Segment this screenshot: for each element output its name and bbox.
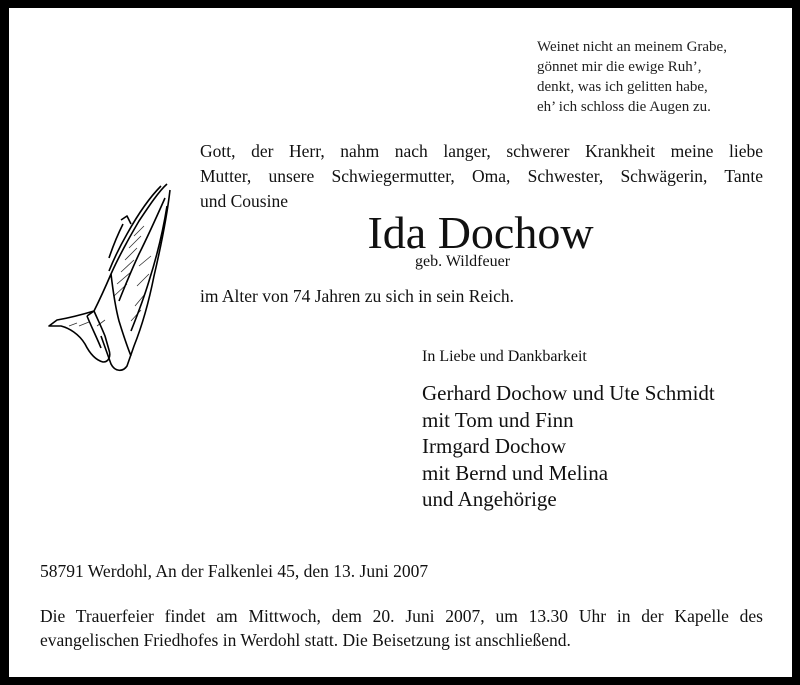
poem-line: denkt, was ich gelitten habe, — [537, 79, 708, 95]
funeral-line: evangelischen Friedhofes in Werdohl statt. Die Beisetzung ist anschließend. — [40, 630, 571, 650]
intro-line: und Cousine — [200, 191, 288, 211]
mourner: und Angehörige — [422, 487, 557, 511]
intro-line: Mutter, unsere Schwiegermutter, Oma, Schwester, Schwägerin, Tante — [200, 166, 763, 186]
mourner: Irmgard Dochow — [422, 434, 567, 458]
poem — [537, 37, 727, 117]
birth-name: geb. Wildfeuer — [415, 253, 511, 270]
poem-line: Weinet nicht an meinem Grabe, — [537, 39, 727, 55]
deceased-name: Ida Dochow — [367, 207, 594, 258]
obituary-notice — [9, 8, 792, 677]
funeral-line: Die Trauerfeier findet am Mittwoch, dem 20. Juni 2007, um 13.30 Uhr in der Kapelle des — [40, 606, 763, 626]
mourner: mit Bernd und Melina — [422, 460, 609, 485]
mourner: Gerhard Dochow und Ute Schmidt — [422, 381, 715, 405]
poem-line: gönnet mir die ewige Ruh’, — [537, 59, 702, 75]
address-line: 58791 Werdohl, An der Falkenlei 45, den 13. Juni 2007 — [40, 561, 429, 581]
age-line: im Alter von 74 Jahren zu sich in sein Reich. — [200, 286, 514, 306]
intro-line: Gott, der Herr, nahm nach langer, schwerer Krankheit meine liebe — [200, 141, 763, 161]
poem-line: eh’ ich schloss die Augen zu. — [537, 99, 711, 115]
intro-text — [200, 139, 763, 214]
praying-hands-icon — [39, 176, 174, 376]
funeral-info — [40, 604, 763, 652]
mourners-heading: In Liebe und Dankbarkeit — [422, 348, 587, 365]
mourners-list — [422, 380, 715, 513]
mourner: mit Tom und Finn — [422, 407, 574, 432]
